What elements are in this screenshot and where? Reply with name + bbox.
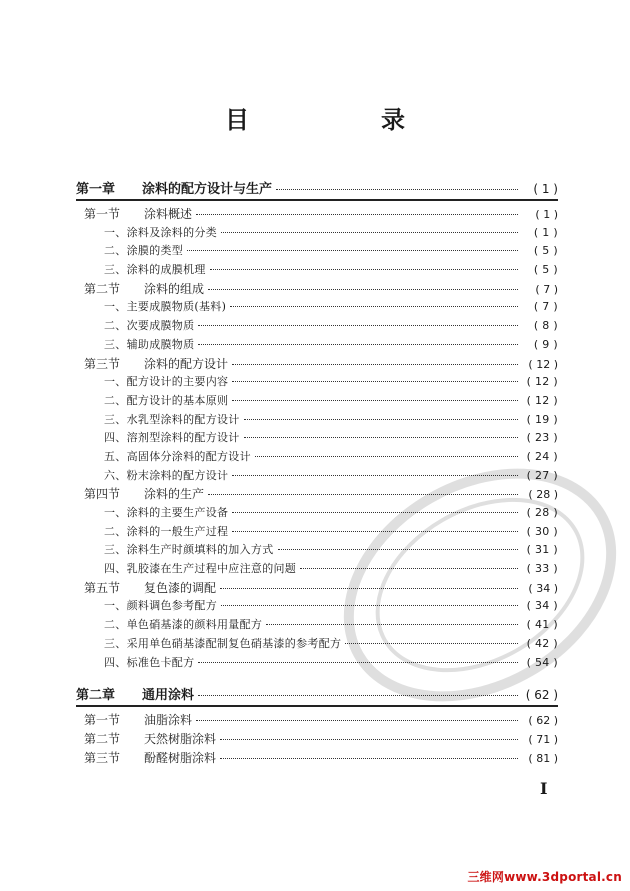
- toc-page-number: ( 30 ): [526, 524, 558, 538]
- toc-entry-label: [104, 242, 183, 258]
- toc-entry-label: [84, 730, 216, 747]
- toc-page-number: ( 5 ): [533, 263, 558, 277]
- toc-page-number: ( 7 ): [535, 282, 558, 296]
- toc-entry-title: 天然树脂涂料: [144, 731, 217, 746]
- dot-leader: [255, 456, 518, 457]
- toc-entry-title: 三、涂料生产时颜填料的加入方式: [104, 543, 274, 557]
- dot-leader: [198, 325, 518, 326]
- toc-entry-number: 第三节: [84, 750, 121, 765]
- toc-entry-number: 第二节: [84, 731, 121, 746]
- toc-entry-title: 三、采用单色硝基漆配制复色硝基漆的参考配方: [104, 636, 342, 650]
- toc-entry-label: [84, 579, 216, 596]
- toc-page-number: ( 7 ): [533, 300, 558, 314]
- toc-section[interactable]: [84, 205, 558, 224]
- toc-entry-title: 一、配方设计的主要内容: [104, 375, 229, 389]
- page-folio: I: [540, 779, 548, 798]
- toc-entry-title: 四、溶剂型涂料的配方设计: [104, 431, 240, 445]
- toc-page-number: ( 42 ): [526, 636, 558, 650]
- toc-item[interactable]: [104, 654, 558, 673]
- dot-leader: [198, 662, 518, 663]
- dot-leader: [244, 419, 518, 420]
- dot-leader: [208, 289, 518, 290]
- toc-section[interactable]: [84, 730, 558, 749]
- toc-chapter[interactable]: [76, 684, 558, 704]
- toc-entry-label: [104, 373, 228, 389]
- toc-entry-title: 一、主要成膜物质(基料): [104, 300, 227, 314]
- dot-leader: [196, 720, 518, 721]
- toc-entry-title: 涂料的配方设计与生产: [142, 182, 273, 197]
- toc-item[interactable]: [104, 298, 558, 317]
- toc-entry-number: 第一章: [76, 182, 116, 197]
- toc-entry-label: [84, 205, 192, 222]
- toc-section[interactable]: [84, 579, 558, 598]
- toc-section[interactable]: [84, 280, 558, 299]
- toc-entry-label: [104, 317, 194, 333]
- toc-entry-title: 四、标准色卡配方: [104, 655, 195, 669]
- toc-entry-label: [104, 429, 240, 445]
- chapter-rule: [76, 705, 558, 707]
- toc-entry-label: [104, 616, 262, 632]
- toc-page-number: ( 9 ): [533, 337, 558, 351]
- toc-section[interactable]: [84, 485, 558, 504]
- chapter-rule: [76, 199, 558, 201]
- toc-entry-title: 通用涂料: [142, 688, 195, 704]
- dot-leader: [278, 549, 519, 550]
- toc-entry-label: [104, 392, 228, 408]
- toc-entry-title: 二、配方设计的基本原则: [104, 393, 229, 407]
- toc-entry-label: [104, 261, 206, 277]
- chapter-gap: [76, 672, 558, 684]
- dot-leader: [198, 344, 518, 345]
- toc-entry-label: [84, 485, 204, 502]
- toc-entry-title: 一、涂料的主要生产设备: [104, 506, 229, 519]
- toc-entry-label: [104, 597, 217, 613]
- toc-item[interactable]: [104, 597, 558, 616]
- toc-entry-title: 三、涂料的成膜机理: [104, 263, 206, 277]
- toc-entry-title: 复色漆的调配: [144, 580, 217, 595]
- dot-leader: [276, 189, 518, 190]
- toc-page-number: ( 19 ): [526, 412, 558, 426]
- dot-leader: [220, 739, 518, 740]
- toc-page-number: ( 33 ): [526, 562, 558, 576]
- toc-page-number: ( 24 ): [526, 449, 558, 463]
- toc-entry-label: [84, 355, 228, 372]
- toc-page-number: ( 8 ): [533, 319, 558, 333]
- toc-page-number: ( 28 ): [528, 488, 558, 502]
- toc-item[interactable]: [104, 392, 558, 411]
- toc-entry-label: [104, 560, 296, 576]
- footer-brand: 三维网www.3dportal.cn: [467, 870, 622, 884]
- toc-entry-title: 三、水乳型涂料的配方设计: [104, 412, 240, 426]
- toc-entry-title: 二、次要成膜物质: [104, 319, 195, 333]
- toc-item[interactable]: [104, 411, 558, 430]
- toc-entry-label: [84, 749, 216, 766]
- toc-item[interactable]: [104, 261, 558, 280]
- toc-entry-title: 涂料的配方设计: [144, 356, 229, 371]
- toc-item[interactable]: [104, 373, 558, 392]
- dot-leader: [300, 568, 518, 569]
- toc-page-number: ( 62 ): [528, 714, 558, 728]
- toc-item[interactable]: [104, 448, 558, 467]
- toc-entry-number: 第二节: [84, 281, 121, 296]
- toc-section[interactable]: [84, 711, 558, 730]
- toc-page-number: ( 62 ): [525, 688, 558, 703]
- toc-entry-title: 五、高固体分涂料的配方设计: [104, 449, 251, 463]
- toc-entry-label: [104, 298, 226, 314]
- toc-section[interactable]: [84, 749, 558, 768]
- toc-entry-label: [104, 541, 274, 557]
- toc-entry-label: [104, 635, 341, 651]
- toc-page-number: ( 27 ): [526, 468, 558, 482]
- toc-entry-title: 二、涂膜的类型: [104, 244, 184, 258]
- toc-entry-title: 二、涂料的一般生产过程: [104, 524, 229, 538]
- toc-entry-title: 二、单色硝基漆的颜料用量配方: [104, 618, 263, 632]
- toc-entry-label: [84, 280, 204, 297]
- dot-leader: [230, 306, 518, 307]
- dot-leader: [220, 588, 518, 589]
- toc-item[interactable]: [104, 467, 558, 486]
- toc-page-number: ( 31 ): [526, 543, 558, 557]
- toc-page-number: ( 34 ): [528, 581, 558, 595]
- toc-page-number: ( 12 ): [526, 393, 558, 407]
- toc-page-number: ( 41 ): [526, 618, 558, 632]
- toc-entry-label: [104, 467, 228, 483]
- toc-page-number: ( 81 ): [528, 751, 558, 765]
- toc-item[interactable]: [104, 523, 558, 542]
- toc-entry-label: [76, 684, 194, 703]
- toc-chapter[interactable]: [76, 178, 558, 198]
- toc-entry-label: [104, 523, 228, 539]
- toc-entry-number: 第二章: [76, 688, 116, 704]
- toc-entry-label: [104, 654, 194, 670]
- toc-entry-title: 一、颜料调色参考配方: [104, 599, 217, 613]
- toc-item[interactable]: [104, 541, 558, 560]
- dot-leader: [266, 624, 518, 625]
- dot-leader: [244, 437, 518, 438]
- toc-page-number: ( 1 ): [533, 225, 558, 239]
- toc-entry-title: 涂料的生产: [144, 487, 205, 502]
- toc-page-number: ( 71 ): [528, 732, 558, 746]
- toc-entry-title: 四、乳胶漆在生产过程中应注意的问题: [104, 562, 297, 576]
- toc-item[interactable]: [104, 560, 558, 579]
- dot-leader: [221, 232, 518, 233]
- toc-entry-title: 六、粉末涂料的配方设计: [104, 468, 229, 482]
- toc-item[interactable]: [104, 429, 558, 448]
- toc-page-number: ( 1 ): [535, 208, 558, 221]
- toc-page-number: ( 23 ): [526, 431, 558, 445]
- table-of-contents: [76, 178, 558, 767]
- dot-leader: [210, 269, 518, 270]
- dot-leader: [187, 250, 518, 251]
- toc-entry-title: 三、辅助成膜物质: [104, 337, 195, 351]
- toc-page-number: ( 28 ): [526, 506, 558, 519]
- toc-item[interactable]: [104, 504, 558, 523]
- dot-leader: [221, 605, 518, 606]
- dot-leader: [232, 364, 518, 365]
- dot-leader: [232, 512, 518, 513]
- dot-leader: [220, 758, 518, 759]
- toc-section[interactable]: [84, 355, 558, 374]
- toc-entry-title: 油脂涂料: [144, 713, 193, 728]
- toc-item[interactable]: [104, 635, 558, 654]
- toc-entry-title: 涂料的组成: [144, 281, 205, 296]
- toc-entry-title: 酚醛树脂涂料: [144, 750, 217, 765]
- toc-entry-label: [84, 711, 192, 728]
- toc-page-number: ( 12 ): [526, 375, 558, 389]
- toc-item[interactable]: [104, 616, 558, 635]
- page-title: 目 录: [225, 105, 459, 134]
- toc-page-number: ( 34 ): [526, 599, 558, 613]
- dot-leader: [345, 643, 518, 644]
- toc-item[interactable]: [104, 336, 558, 355]
- toc-entry-number: 第三节: [84, 356, 121, 371]
- dot-leader: [208, 494, 518, 495]
- toc-page-number: ( 12 ): [528, 357, 558, 371]
- dot-leader: [232, 475, 518, 476]
- dot-leader: [232, 531, 518, 532]
- toc-entry-label: [104, 224, 217, 240]
- toc-page-number: ( 54 ): [526, 655, 558, 669]
- toc-entry-label: [104, 504, 228, 520]
- toc-page-number: ( 5 ): [533, 244, 558, 258]
- toc-entry-number: 第五节: [84, 580, 121, 595]
- toc-item[interactable]: [104, 317, 558, 336]
- toc-entry-title: 一、涂料及涂料的分类: [104, 225, 217, 239]
- toc-page-number: ( 1 ): [533, 182, 558, 196]
- toc-entry-number: 第四节: [84, 487, 121, 502]
- toc-entry-number: 第一节: [84, 713, 121, 728]
- toc-entry-label: [104, 448, 251, 464]
- toc-entry-title: 涂料概述: [144, 207, 193, 221]
- toc-entry-label: [104, 411, 240, 427]
- dot-leader: [196, 214, 518, 215]
- dot-leader: [198, 695, 518, 696]
- toc-entry-number: 第一节: [84, 207, 121, 221]
- dot-leader: [232, 381, 518, 382]
- dot-leader: [232, 400, 518, 401]
- toc-item[interactable]: [104, 224, 558, 243]
- toc-entry-label: [104, 336, 194, 352]
- toc-entry-label: [76, 178, 272, 197]
- toc-item[interactable]: [104, 242, 558, 261]
